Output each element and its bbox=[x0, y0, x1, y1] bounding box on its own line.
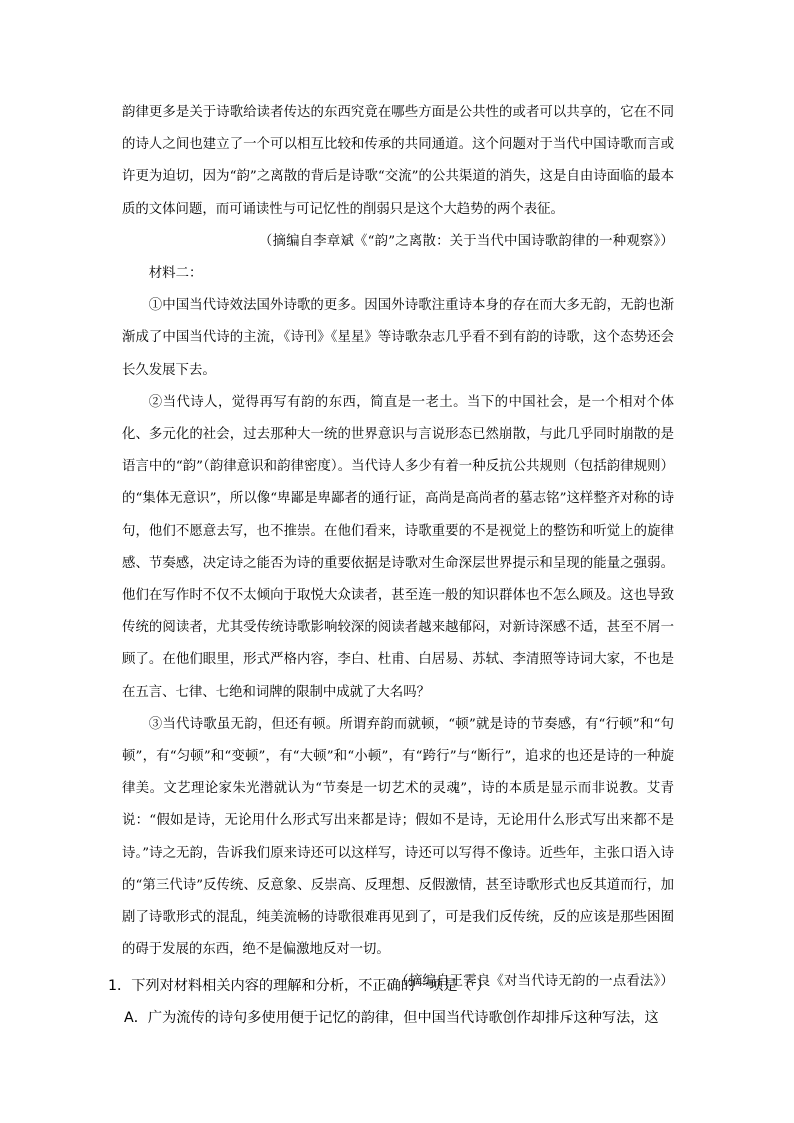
source-citation-2: （摘编自王霁良《对当代诗无韵的一点看法》） bbox=[395, 974, 674, 990]
passage-block bbox=[122, 97, 674, 999]
question-stem: 1．下列对材料相关内容的理解和分析，不正确的一项是（ ） bbox=[108, 978, 491, 994]
question-block bbox=[108, 970, 678, 1034]
paragraph-3: ③当代诗歌虽无韵，但还有顿。所谓弃韵而就顿，“顿”就是诗的节奏感，有“行顿”和“句顿”，有“匀顿”和“变顿”，有“大顿”和“小顿”，有“跨行”与“断行”，追求的也还是诗的一种旋律美。文艺理论家朱光潜就认为“节奏是一切艺术的灵魂”，诗的本质是显示而非说教。艾青说：“假如是诗，无论用什么形式写出来都是诗；假如不是诗，无论用什么形式写出来都不是诗。”诗之无韵，告诉我们原来诗还可以这样写，诗还可以写得不像诗。近些年，主张口语入诗的“第三代诗”反传统、反意象、反崇高、反理想、反假激情，甚至诗歌形式也反其道而行，加剧了诗歌形式的混乱，纯美流畅的诗歌很难再见到了，可是我们反传统，反的应该是那些困囿的碍于发展的东西，绝不是偏激地反对一切。 bbox=[122, 716, 674, 958]
intro-paragraph: 韵律更多是关于诗歌给读者传达的东西究竟在哪些方面是公共性的或者可以共享的，它在不同的诗人之间也建立了一个可以相互比较和传承的共同通道。这个问题对于当代中国诗歌而言或许更为迫切，因为“韵”之离散的背后是诗歌“交流”的公共渠道的消失，这是自由诗面临的最本质的文体问题，而可诵读性与可记忆性的削弱只是这个大趋势的两个表征。 bbox=[122, 105, 674, 217]
option-a[interactable]: A．广为流传的诗句多使用便于记忆的韵律，但中国当代诗歌创作却排斥这种写法，这 bbox=[124, 1010, 659, 1026]
paragraph-2: ②当代诗人，觉得再写有韵的东西，简直是一老土。当下的中国社会，是一个相对个体化、多元化的社会，过去那种大一统的世界意识与言说形态已然崩散，与此几乎同时崩散的是语言中的“韵”（韵律意识和韵律密度）。当代诗人多少有着一种反抗公共规则（包括韵律规则）的“集体无意识”，所以像“卑鄙是卑鄙者的通行证，高尚是高尚者的墓志铭”这样整齐对称的诗句，他们不愿意去写，也不推崇。在他们看来，诗歌重要的不是视觉上的整饬和听觉上的旋律感、节奏感，决定诗之能否为诗的重要依据是诗歌对生命深层世界提示和呈现的能量之强弱。他们在写作时不仅不太倾向于取悦大众读者，甚至连一般的知识群体也不怎么顾及。这也导致传统的阅读者，尤其受传统诗歌影响较深的阅读者越来越郁闷，对新诗深感不适，甚至不屑一顾了。在他们眼里，形式严格内容，李白、杜甫、白居易、苏轼、李清照等诗词大家，不也是在五言、七律、七绝和词牌的限制中成就了大名吗？ bbox=[122, 394, 674, 700]
material-2-heading: 材料二： bbox=[148, 266, 203, 282]
source-citation-1: （摘编自李章斌《“韵”之离散：关于当代中国诗歌韵律的一种观察》） bbox=[258, 233, 674, 249]
paragraph-1: ①中国当代诗效法国外诗歌的更多。因国外诗歌注重诗本身的存在而大多无韵，无韵也渐渐成了中国当代诗的主流，《诗刊》《星星》等诗歌杂志几乎看不到有韵的诗歌，这个态势还会长久发展下去。 bbox=[122, 298, 674, 378]
